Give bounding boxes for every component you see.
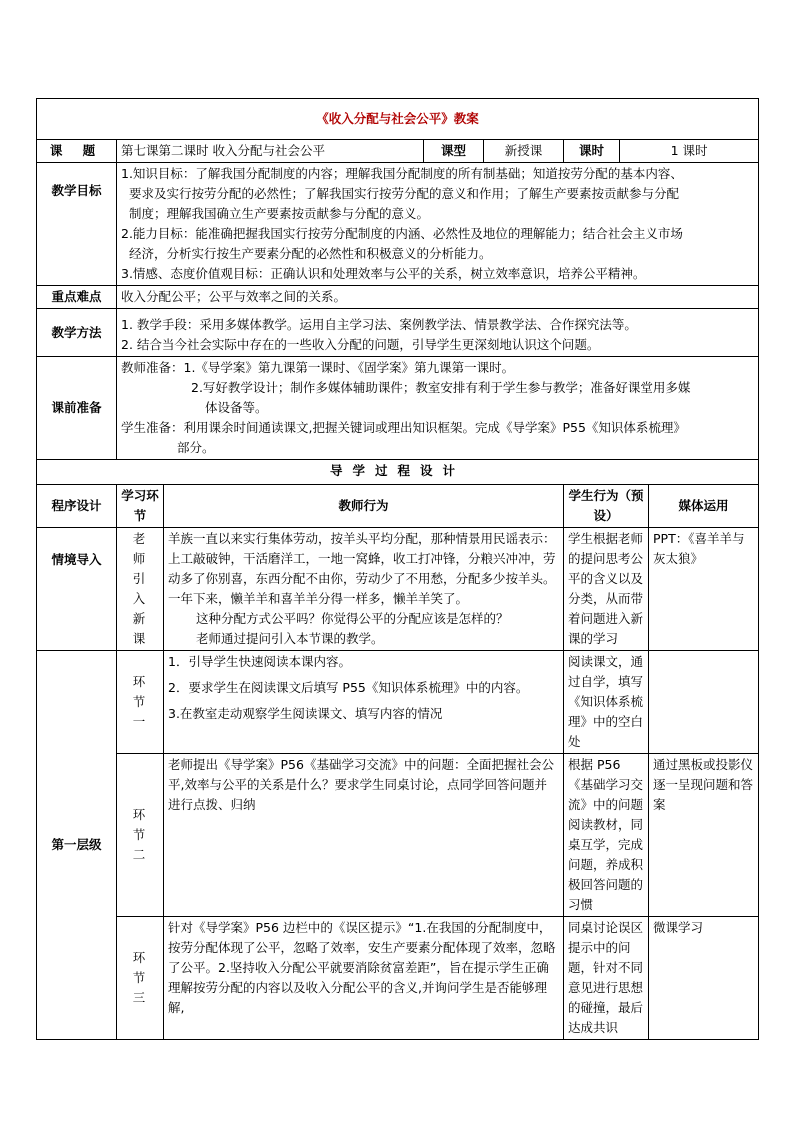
level1-link1-teacher-line: 1．引导学生快速阅读本课内容。 (168, 654, 351, 669)
level1-link3-media: 微课学习 (649, 917, 759, 1040)
lesson-type-value: 新授课 (484, 140, 564, 163)
document-title: 《收入分配与社会公平》教案 (37, 99, 759, 140)
goals-label: 教学目标 (37, 163, 117, 286)
level1-link1-teacher (164, 651, 564, 754)
prep-line: 2.写好教学设计；制作多媒体辅助课件；教室安排有利于学生参与教学；准备好课堂用多媒 (191, 380, 691, 395)
keypoints-value: 收入分配公平；公平与效率之间的关系。 (117, 286, 759, 309)
lesson-hours-value: 1 课时 (620, 140, 759, 163)
header-teacher: 教师行为 (164, 485, 564, 528)
header-media: 媒体运用 (649, 485, 759, 528)
intro-teacher-line: 老师通过提问引入本节课的教学。 (196, 631, 384, 646)
level1-link1-student: 阅读课文，通过自学，填写《知识体系梳理》中的空白处 (564, 651, 649, 754)
header-link: 学习环节 (117, 485, 164, 528)
level1-link1: 环节一 (117, 651, 164, 754)
goals-line: 要求及实行按劳分配的必然性；了解我国实行按劳分配的意义和作用；了解生产要素按贡献参与分配 (129, 186, 680, 201)
prep-line: 部分。 (177, 440, 215, 455)
goals-line: 3.情感、态度价值观目标：正确认识和处理效率与公平的关系，树立效率意识，培养公平精神。 (121, 266, 646, 281)
intro-procedure: 情境导入 (37, 528, 117, 651)
methods-label: 教学方法 (37, 309, 117, 357)
level1-procedure: 第一层级 (37, 651, 117, 1040)
level1-link1-teacher-line: 2．要求学生在阅读课文后填写 P55《知识体系梳理》中的内容。 (168, 680, 529, 695)
intro-teacher-line: 这种分配方式公平吗？你觉得公平的分配应该是怎样的？ (196, 611, 509, 626)
header-procedure: 程序设计 (37, 485, 117, 528)
level1-link3-teacher: 针对《导学案》P56 边栏中的《误区提示》“1.在我国的分配制度中，按劳分配体现了公平，忽略了效率，安生产要素分配体现了效率，忽略了公平。2.坚持收入分配公平就要消除贫富差距”，旨在提示学生正确理解按劳分配的内容以及收入分配公平的含义,并询问学生是否能够理解, (164, 917, 564, 1040)
keypoints-label: 重点难点 (37, 286, 117, 309)
prep-line: 体设备等。 (205, 400, 268, 415)
methods-content (117, 309, 759, 357)
level1-link1-media (649, 651, 759, 754)
intro-student: 学生根据老师的提问思考公平的含义以及分类，从而带着问题进入新课的学习 (564, 528, 649, 651)
lesson-hours-label: 课时 (564, 140, 620, 163)
level1-link2: 环节二 (117, 754, 164, 917)
prep-line: 学生准备：利用课余时间通读课文,把握关键词或理出知识框架。完成《导学案》P55《知识体系梳理》 (121, 420, 686, 435)
level1-link2-media: 通过黑板或投影仪逐一呈现问题和答案 (649, 754, 759, 917)
intro-media: PPT：《喜羊羊与灰太狼》 (649, 528, 759, 651)
level1-link1-teacher-line: 3.在教室走动观察学生阅读课文、填写内容的情况 (168, 706, 443, 721)
prep-label: 课前准备 (37, 357, 117, 460)
level1-link2-teacher: 老师提出《导学案》P56《基础学习交流》中的问题：全面把握社会公平,效率与公平的关系是什么？要求学生同桌讨论，点同学回答问题并进行点拨、归纳 (164, 754, 564, 917)
lesson-plan-table (36, 98, 759, 1040)
goals-line: 经济，分析实行按生产要素分配的必然性和积极意义的分析能力。 (129, 246, 492, 261)
prep-line: 教师准备：1.《导学案》第九课第一课时、《固学案》第九课第一课时。 (121, 360, 515, 375)
prep-content (117, 357, 759, 460)
lesson-type-label: 课型 (424, 140, 484, 163)
methods-line: 2. 结合当今社会实际中存在的一些收入分配的问题，引导学生更深刻地认识这个问题。 (121, 337, 600, 352)
section-title: 导学过程设计 (37, 460, 759, 485)
intro-teacher-line: 羊族一直以来实行集体劳动，按羊头平均分配，那种情景用民谣表示：上工敲破钟，干活磨洋工，一地一窝蜂，收工打冲锋，分粮兴冲冲，劳动多了你别喜，东西分配不由你，劳动少了不用愁，分配多少按羊头。 一年下来，懒羊羊和喜羊羊分得一样多，懒羊羊笑了。 (168, 531, 556, 606)
methods-line: 1. 教学手段：采用多媒体教学。运用自主学习法、案例教学法、情景教学法、合作探究法等。 (121, 317, 637, 332)
level1-link3: 环节三 (117, 917, 164, 1040)
goals-line: 2.能力目标：能准确把握我国实行按劳分配制度的内涵、必然性及地位的理解能力；结合社会主义市场 (121, 226, 683, 241)
level1-link3-student: 同桌讨论误区提示中的问题，针对不同意见进行思想的碰撞，最后达成共识 (564, 917, 649, 1040)
topic-label: 课 题 (37, 140, 117, 163)
topic-value: 第七课第二课时 收入分配与社会公平 (117, 140, 424, 163)
goals-line: 1.知识目标：了解我国分配制度的内容；理解我国分配制度的所有制基础；知道按劳分配的基本内容、 (121, 166, 683, 181)
level1-link2-student: 根据 P56《基础学习交流》中的问题阅读教材，同桌互学，完成问题，养成积极回答问题的习惯 (564, 754, 649, 917)
goals-line: 制度；理解我国确立生产要素按贡献参与分配的意义。 (129, 206, 430, 221)
intro-link: 老师引入新课 (117, 528, 164, 651)
intro-teacher (164, 528, 564, 651)
goals-content (117, 163, 759, 286)
header-student: 学生行为（预设） (564, 485, 649, 528)
